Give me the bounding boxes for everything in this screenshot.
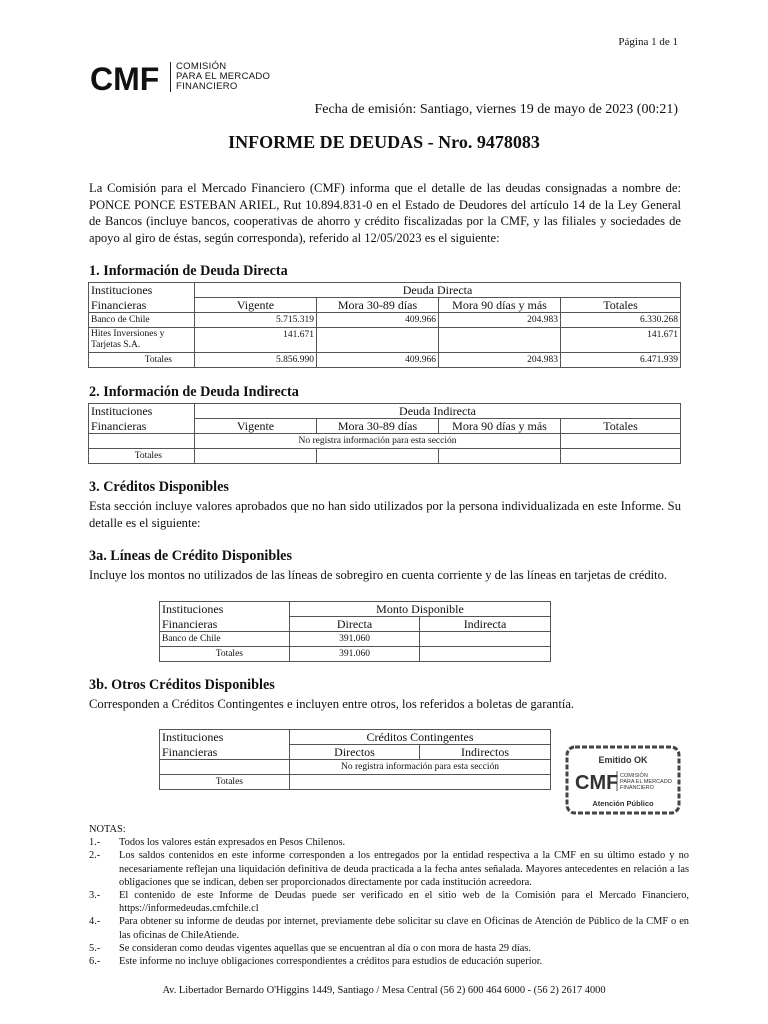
row-total: 141.671: [561, 328, 681, 353]
note-item: [89, 836, 689, 849]
note-text: Este informe no incluye obligaciones correspondientes a créditos para estudios de educación superior.: [119, 956, 543, 968]
row-indirecta: [420, 632, 551, 647]
stamp-bottom-text: Atención Público: [592, 799, 654, 808]
section-2: [89, 384, 299, 401]
table-row: [89, 328, 681, 353]
header-inst-1: Instituciones: [89, 404, 195, 419]
row-total: 6.330.268: [561, 313, 681, 328]
table-row: [160, 632, 551, 647]
totals-row: [160, 647, 551, 662]
section-3-text: Esta sección incluye valores aprobados que no han sido utilizados por la persona individualizada en este Informe. Su detalle es el siguiente:: [89, 499, 681, 530]
header-inst-2: Financieras: [160, 745, 290, 760]
row-inst: Hites Inversiones y Tarjetas S.A.: [89, 328, 195, 353]
totals-label: Totales: [160, 647, 290, 662]
note-text: Todos los valores están expresados en Pesos Chilenos.: [119, 837, 346, 849]
section-1-title: 1. Información de Deuda Directa: [89, 263, 288, 279]
emitido-ok-stamp: [565, 745, 681, 815]
col-vigente: Vigente: [195, 419, 317, 434]
logo-line-3: FINANCIERO: [176, 81, 238, 92]
row-inst: Banco de Chile: [160, 632, 290, 647]
header-group: Deuda Directa: [195, 283, 681, 298]
stamp-line-3: FINANCIERO: [620, 785, 654, 791]
emission-date: Fecha de emisión: Santiago, viernes 19 de mayo de 2023 (00:21): [314, 102, 678, 117]
stamp-top-text: Emitido OK: [598, 755, 648, 765]
credit-lines-table: [159, 601, 551, 662]
totals-mora90: 204.983: [439, 353, 561, 368]
logo-line-1: COMISIÓN: [176, 61, 227, 72]
cmf-logo-mark: [90, 60, 164, 96]
header-inst-1: Instituciones: [160, 602, 290, 617]
col-mora90: Mora 90 días y más: [439, 298, 561, 313]
section-3a: [89, 548, 681, 584]
logo-line-2: PARA EL MERCADO: [176, 71, 271, 82]
col-mora90: Mora 90 días y más: [439, 419, 561, 434]
totals-row: [89, 449, 681, 464]
note-item: [89, 889, 689, 915]
totals-directa: 391.060: [290, 647, 420, 662]
row-mora30: [317, 328, 439, 353]
table-row: [89, 313, 681, 328]
section-3a-text: Incluye los montos no utilizados de las líneas de sobregiro en cuenta corriente y de las líneas en tarjetas de crédito.: [89, 568, 668, 582]
notes: [89, 823, 689, 968]
row-directa: 391.060: [290, 632, 420, 647]
section-2-title: 2. Información de Deuda Indirecta: [89, 384, 299, 400]
contingent-credits-table: [159, 729, 551, 790]
header-inst-2: Financieras: [160, 617, 290, 632]
no-info-message: No registra información para esta sección: [195, 434, 561, 449]
note-item: [89, 849, 689, 889]
totals-label: Totales: [160, 775, 290, 790]
section-3b-title: 3b. Otros Créditos Disponibles: [89, 677, 275, 693]
note-item: [89, 942, 689, 955]
note-text: Para obtener su informe de deudas por internet, previamente debe solicitar su clave en Oficinas de Atención de Público de la CMF o en las oficinas de ChileAtiende.: [119, 916, 689, 941]
col-indirectos: Indirectos: [420, 745, 551, 760]
no-info-message: No registra información para esta sección: [290, 760, 551, 775]
note-text: El contenido de este Informe de Deudas puede ser verificado en el sitio web de la Comisión para el Mercado Financiero, https://informedeudas.cmfchile.cl: [119, 890, 689, 915]
cmf-logo-mark-text: CMF: [90, 61, 160, 96]
section-3: [89, 479, 681, 531]
totals-total: 6.471.939: [561, 353, 681, 368]
stamp-logo-mark: CMF: [575, 772, 619, 794]
row-mora90: 204.983: [439, 313, 561, 328]
direct-debt-table: [88, 282, 681, 368]
indirect-debt-table: [88, 403, 681, 464]
col-indirecta: Indirecta: [420, 617, 551, 632]
totals-vigente: 5.856.990: [195, 353, 317, 368]
totals-indirecta: [420, 647, 551, 662]
totals-label: Totales: [89, 353, 195, 368]
stamp-line-2: PARA EL MERCADO: [620, 779, 672, 785]
row-mora90: [439, 328, 561, 353]
note-text: Se consideran como deudas vigentes aquellas que se encuentran al día o con mora de hasta 29 días.: [119, 942, 532, 954]
note-item: [89, 915, 689, 941]
report-title: INFORME DE DEUDAS - Nro. 9478083: [228, 132, 540, 152]
col-totales: Totales: [561, 298, 681, 313]
intro-paragraph: La Comisión para el Mercado Financiero (CMF) informa que el detalle de las deudas consignadas a nombre de: PONCE PONCE ESTEBAN ARIEL, Rut 10.894.831-0 en el Estado de Deudores del artículo 14 de la Ley General de Bancos (incluye bancos, cooperativas de ahorro y crédito fiscalizadas por la CMF, y las filiales y sociedades de apoyo al giro de éstas, según corresponda), referido al 12/05/2023 es el siguiente:: [89, 181, 681, 245]
footer-address: Av. Libertador Bernardo O'Higgins 1449, Santiago / Mesa Central (56 2) 600 464 6000 - (56 2) 2617 4000: [162, 985, 606, 996]
row-vigente: 141.671: [195, 328, 317, 353]
totals-row: [89, 353, 681, 368]
col-mora30: Mora 30-89 días: [317, 298, 439, 313]
note-num: 6.-: [89, 956, 101, 968]
header-inst-2: Financieras: [89, 298, 195, 313]
note-num: 3.-: [89, 890, 101, 902]
page-number: Página 1 de 1: [618, 36, 678, 48]
stamp-line-1: COMISIÓN: [620, 773, 648, 779]
header-group: Monto Disponible: [290, 602, 551, 617]
header-inst-2: Financieras: [89, 419, 195, 434]
col-mora30: Mora 30-89 días: [317, 419, 439, 434]
col-directos: Directos: [290, 745, 420, 760]
row-mora30: 409.966: [317, 313, 439, 328]
row-vigente: 5.715.319: [195, 313, 317, 328]
col-directa: Directa: [290, 617, 420, 632]
totals-row: [160, 775, 551, 790]
header-group: Créditos Contingentes: [290, 730, 551, 745]
note-text: Los saldos contenidos en este informe corresponden a los entregados por la entidad respectiva a la CMF en su último estado y no necesariamente reflejan una liquidación definitiva de deuda practicada a la fecha antes señalada. Mayores antecedentes en relación a las obligaciones que se indican, deben ser proporcionados directamente por cada institución acreedora.: [119, 850, 689, 888]
note-item: [89, 955, 689, 968]
section-3a-title: 3a. Líneas de Crédito Disponibles: [89, 548, 292, 564]
header-inst-1: Instituciones: [160, 730, 290, 745]
col-vigente: Vigente: [195, 298, 317, 313]
header-inst-1: Instituciones: [89, 283, 195, 298]
row-inst: Banco de Chile: [89, 313, 195, 328]
note-num: 1.-: [89, 837, 101, 849]
cmf-logo-text: [170, 62, 270, 92]
note-num: 4.-: [89, 916, 101, 928]
totals-mora30: 409.966: [317, 353, 439, 368]
cmf-logo: [90, 60, 290, 100]
notes-title: NOTAS:: [89, 824, 126, 835]
section-3b-text: Corresponden a Créditos Contingentes e incluyen entre otros, los referidos a boletas de garantía.: [89, 697, 575, 711]
col-totales: Totales: [561, 419, 681, 434]
note-num: 5.-: [89, 942, 101, 954]
section-1: [89, 263, 288, 280]
section-3-title: 3. Créditos Disponibles: [89, 479, 229, 495]
totals-label: Totales: [89, 449, 195, 464]
header-group: Deuda Indirecta: [195, 404, 681, 419]
note-num: 2.-: [89, 850, 101, 862]
section-3b: [89, 677, 681, 713]
